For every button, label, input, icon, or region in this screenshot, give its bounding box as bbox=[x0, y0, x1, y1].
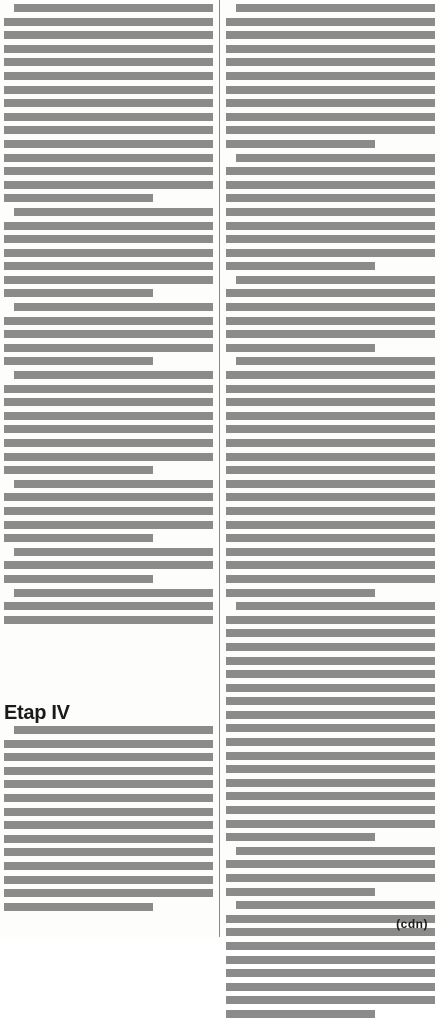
column-divider bbox=[219, 0, 220, 937]
continuation-note: (cdn) bbox=[396, 917, 428, 931]
left-column-lower bbox=[4, 2, 213, 933]
section-heading: Etap IV bbox=[4, 702, 70, 724]
paragraph-block bbox=[4, 724, 213, 911]
paragraph-block bbox=[226, 2, 435, 1018]
right-column bbox=[226, 2, 435, 933]
